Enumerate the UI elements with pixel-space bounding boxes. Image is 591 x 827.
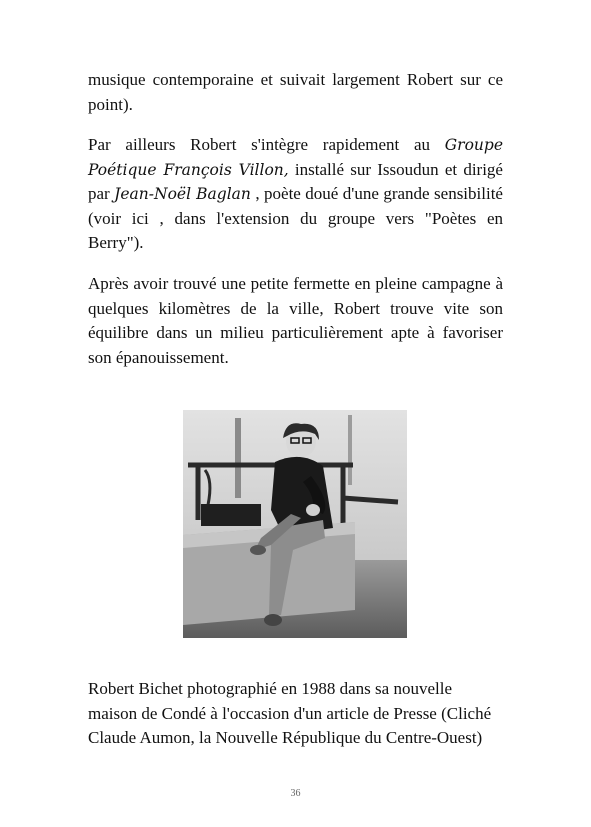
paragraph-2-text-a: Par ailleurs Robert s'intègre rapidement au xyxy=(88,135,445,154)
paragraph-1: musique contemporaine et suivait largement Robert sur ce point). xyxy=(88,70,503,114)
paragraph-2 xyxy=(88,133,503,256)
paragraph-3: Après avoir trouvé une petite fermette en pleine campagne à quelques kilomètres de la ville, Robert trouve vite son équilibre dans un milieu particulièrement apte à favoriser son épanouissement. xyxy=(88,274,503,367)
paragraph-2-text-b: installé sur Issoudun et dirigé par xyxy=(88,159,503,203)
group-name: Groupe Poétique François Villon, xyxy=(88,136,503,179)
director-name: Jean-Noël Baglan xyxy=(114,185,251,203)
photograph xyxy=(183,410,407,638)
photo-caption: Robert Bichet photographié en 1988 dans sa nouvelle maison de Condé à l'occasion d'un article de Presse (Cliché Claude Aumon, la Nouvelle République du Centre-Ouest) xyxy=(88,679,492,747)
paragraph-2-text-c: , poète doué d'une grande sensibilité (voir ici , dans l'extension du groupe vers "Poètes en Berry"). xyxy=(88,184,503,252)
page-number: 36 xyxy=(290,788,301,799)
